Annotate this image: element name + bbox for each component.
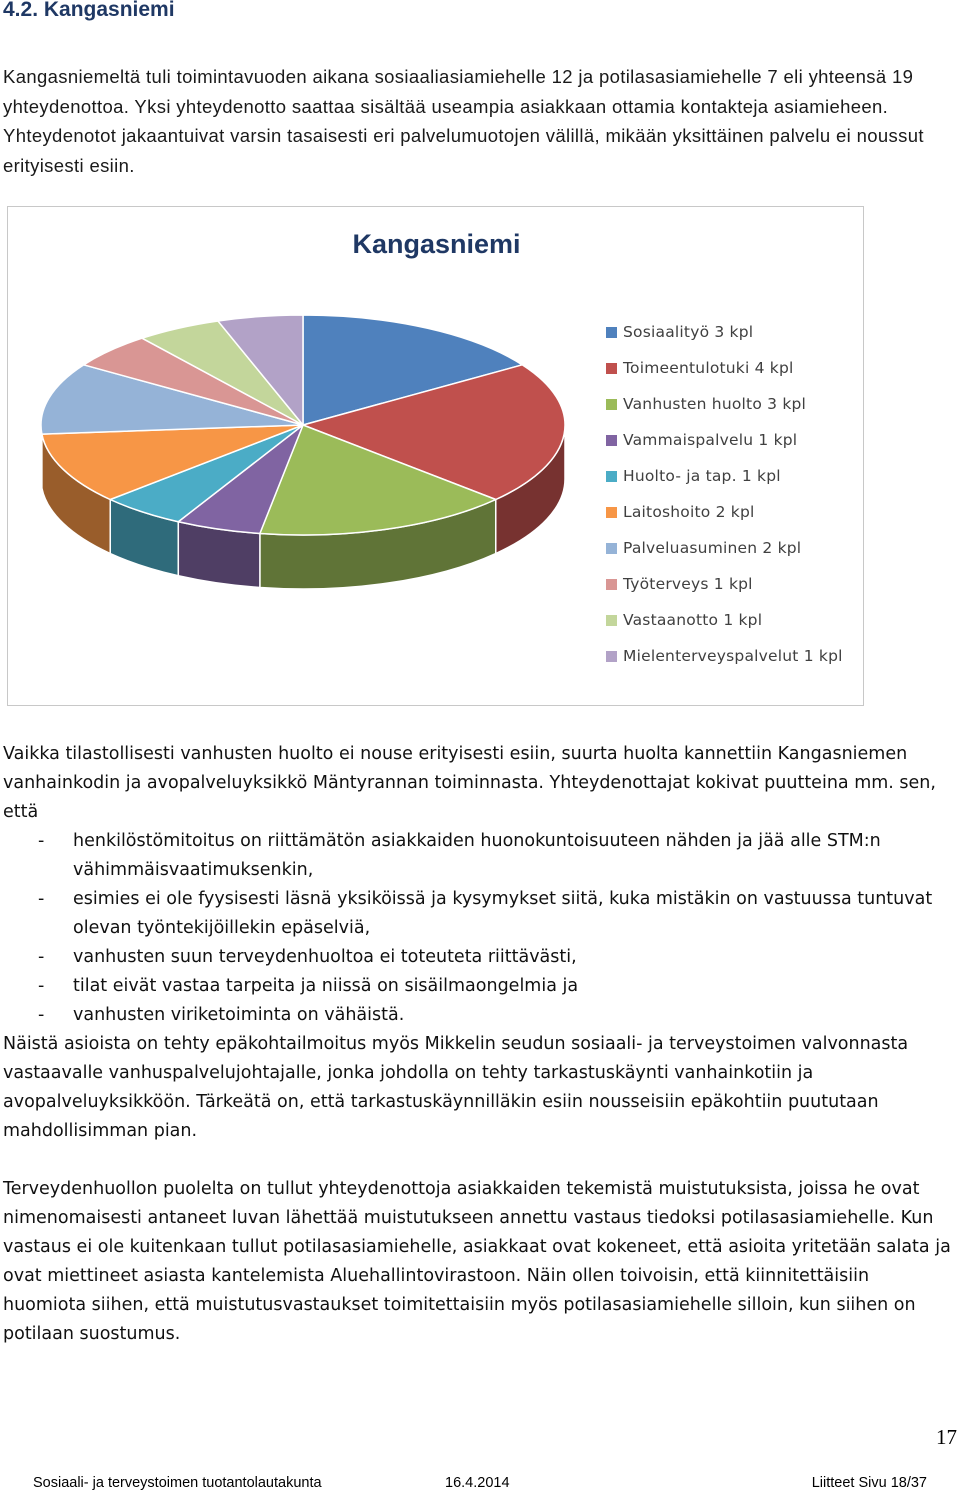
- bullet-item: [3, 943, 955, 972]
- bullet-dash: -: [38, 889, 45, 909]
- legend-item: [606, 530, 843, 566]
- pie-chart: [7, 206, 864, 706]
- legend-swatch: [606, 579, 617, 590]
- legend-swatch: [606, 615, 617, 626]
- legend-swatch: [606, 399, 617, 410]
- legend-swatch: [606, 327, 617, 338]
- bullet-dash: -: [38, 831, 45, 851]
- legend-label: Työterveys 1 kpl: [623, 575, 753, 593]
- footer-right: Liitteet Sivu 18/37: [811, 1475, 927, 1491]
- page-number: 17: [936, 1425, 957, 1449]
- footer-left: Sosiaali- ja terveystoimen tuotantolautakunta: [33, 1475, 322, 1491]
- bullet-dash: -: [38, 976, 45, 996]
- bullet-item: [3, 827, 955, 885]
- body-text: [3, 740, 955, 1349]
- legend-item: [606, 422, 843, 458]
- legend-swatch: [606, 543, 617, 554]
- legend-item: [606, 314, 843, 350]
- footer-date: 16.4.2014: [445, 1475, 510, 1491]
- bullet-text: esimies ei ole fyysisesti läsnä yksiköissä ja kysymykset siitä, kuka mistäkin on vastuussa tuntuvat olevan työntekijöillekin epäselviä,: [73, 889, 933, 938]
- legend-label: Mielenterveyspalvelut 1 kpl: [623, 647, 843, 665]
- bullet-text: tilat eivät vastaa tarpeita ja niissä on sisäilmaongelmia ja: [73, 976, 579, 996]
- bullet-text: vanhusten viriketoiminta on vähäistä.: [73, 1005, 405, 1025]
- legend-swatch: [606, 651, 617, 662]
- legend-label: Vammaispalvelu 1 kpl: [623, 431, 798, 449]
- legend-label: Huolto- ja tap. 1 kpl: [623, 467, 781, 485]
- legend-item: [606, 602, 843, 638]
- legend-label: Vastaanotto 1 kpl: [623, 611, 763, 629]
- paragraph-3: Terveydenhuollon puolelta on tullut yhteydenottoja asiakkaiden tekemistä muistutuksista, joissa he ovat nimenomaisesti antaneet luvan lähettää muistutukseen annettu vastaus tiedoksi potilasasiamiehelle. Kun vastaus ei ole kuitenkaan tullut potilasasiamiehelle, asiakkaat ovat kokeneet, että asioita yritetään salata ja ovat miettineet asiasta kantelemista Aluehallintovirastoon. Näin ollen toivoisin, että kiinnitettäisiin huomiota siihen, että muistutusvastaukset toimitettaisiin myös potilasasiamiehelle silloin, kun siihen on potilaan suostumus.: [3, 1179, 951, 1344]
- legend-swatch: [606, 363, 617, 374]
- legend-item: [606, 458, 843, 494]
- bullet-dash: -: [38, 1005, 45, 1025]
- legend-label: Palveluasuminen 2 kpl: [623, 539, 802, 557]
- legend-swatch: [606, 471, 617, 482]
- legend-label: Laitoshoito 2 kpl: [623, 503, 755, 521]
- legend-swatch: [606, 507, 617, 518]
- bullet-text: henkilöstömitoitus on riittämätön asiakkaiden huonokuntoisuuteen nähden ja jää alle STM:n vähimmäisvaatimuksenkin,: [73, 831, 881, 880]
- legend-item: [606, 350, 843, 386]
- legend-item: [606, 566, 843, 602]
- paragraph-2: Näistä asioista on tehty epäkohtailmoitus myös Mikkelin seudun sosiaali- ja terveystoimen valvonnasta vastaavalle vanhuspalvelujohtajalle, jonka johdolla on tehty tarkastuskäynti vanhainkotiin ja avopalveluyksikköön. Tärkeätä on, että tarkastuskäynnilläkin esiin nousseisiin epäkohtiin puututaan mahdollisimman pian.: [3, 1034, 909, 1141]
- paragraph-1: Vaikka tilastollisesti vanhusten huolto ei nouse erityisesti esiin, suurta huolta kannettiin Kangasniemen vanhainkodin ja avopalveluyksikkö Mäntyrannan toiminnasta. Yhteydenottajat kokivat puutteina mm. sen, että: [3, 744, 936, 822]
- chart-title: Kangasniemi: [352, 229, 521, 259]
- paragraph-gap: [3, 1146, 955, 1175]
- section-heading: 4.2. Kangasniemi: [3, 0, 175, 21]
- legend-item: [606, 386, 843, 422]
- bullet-item: [3, 885, 955, 943]
- legend-swatch: [606, 435, 617, 446]
- legend-item: [606, 638, 843, 674]
- bullet-dash: -: [38, 947, 45, 967]
- bullet-item: [3, 1001, 955, 1030]
- chart-legend: [606, 314, 843, 674]
- legend-label: Toimeentulotuki 4 kpl: [623, 359, 794, 377]
- legend-label: Sosiaalityö 3 kpl: [623, 323, 754, 341]
- bullet-item: [3, 972, 955, 1001]
- legend-item: [606, 494, 843, 530]
- legend-label: Vanhusten huolto 3 kpl: [623, 395, 807, 413]
- intro-paragraph: Kangasniemeltä tuli toimintavuoden aikana sosiaaliasiamiehelle 12 ja potilasasiamiehelle 7 eli yhteensä 19 yhteydenottoa. Yksi yhteydenotto saattaa sisältää useampia asiakkaan ottamia kontakteja asiamieheen. Yhteydenotot jakaantuivat varsin tasaisesti eri palvelumuotojen välillä, mikään yksittäinen palvelu ei noussut erityisesti esiin.: [3, 66, 924, 176]
- bullet-text: vanhusten suun terveydenhuoltoa ei toteuteta riittävästi,: [73, 947, 577, 967]
